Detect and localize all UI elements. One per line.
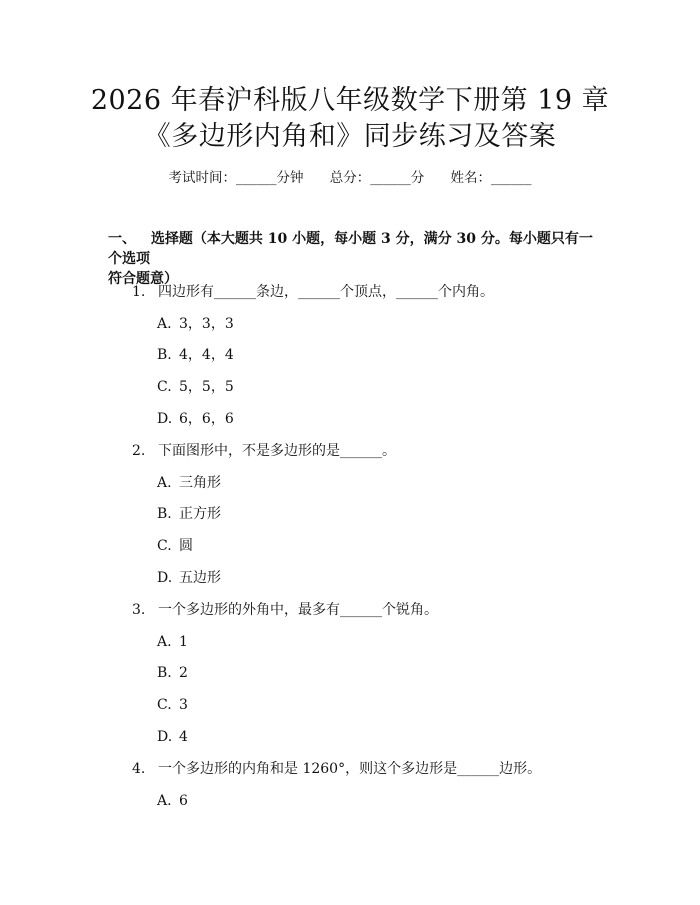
question-1-option-b (157, 346, 234, 364)
question-3-option-c (157, 696, 188, 714)
student-name-field: 姓名：______ (450, 170, 532, 186)
option-letter: C. (157, 538, 172, 554)
option-text: 2 (179, 665, 188, 681)
question-1-option-d (157, 410, 234, 428)
question-4 (132, 760, 541, 778)
total-score-field: 总分：______分 (329, 170, 425, 186)
option-letter: A. (157, 793, 172, 809)
option-letter: D. (157, 729, 173, 745)
option-text: 6 (179, 793, 188, 809)
section-heading (108, 229, 604, 289)
question-number: 1. (132, 284, 146, 300)
option-letter: B. (157, 506, 172, 522)
question-text: 四边形有______条边，______个顶点，______个内角。 (158, 284, 494, 300)
option-letter: D. (157, 570, 173, 586)
question-3 (132, 601, 438, 619)
document-title-line-2: 《多边形内角和》同步练习及答案 (143, 121, 557, 152)
option-text: 6，6，6 (179, 411, 234, 427)
option-text: 1 (179, 634, 188, 650)
exam-meta-line (0, 169, 700, 187)
question-2-option-b (157, 505, 221, 523)
question-number: 4. (132, 761, 146, 777)
option-letter: C. (157, 379, 172, 395)
question-1 (132, 283, 494, 301)
question-text: 一个多边形的外角中，最多有______个锐角。 (158, 602, 438, 618)
question-2 (132, 442, 396, 460)
question-1-option-a (157, 315, 234, 333)
question-1-option-c (157, 378, 234, 396)
question-text: 一个多边形的内角和是 1260°，则这个多边形是______边形。 (158, 761, 542, 777)
option-text: 三角形 (179, 475, 221, 491)
section-heading-line-1: 选择题（本大题共 10 小题，每小题 3 分，满分 30 分。每小题只有一个选项 (108, 231, 593, 267)
option-text: 3 (179, 697, 188, 713)
option-text: 3，3，3 (179, 316, 234, 332)
question-text: 下面图形中，不是多边形的是______。 (158, 443, 396, 459)
option-letter: A. (157, 316, 172, 332)
option-text: 圆 (179, 538, 193, 554)
section-number: 一、 (108, 231, 136, 247)
option-text: 4 (179, 729, 188, 745)
question-3-option-d (157, 728, 188, 746)
option-letter: A. (157, 475, 172, 491)
question-3-option-a (157, 633, 188, 651)
question-number: 3. (132, 602, 146, 618)
option-letter: B. (157, 665, 172, 681)
question-4-option-a (157, 792, 188, 810)
question-2-option-c (157, 537, 193, 555)
option-letter: B. (157, 347, 172, 363)
option-text: 正方形 (179, 506, 221, 522)
option-text: 五边形 (179, 570, 221, 586)
section-heading-line-2: 符合题意） (108, 271, 178, 287)
option-text: 5，5，5 (179, 379, 234, 395)
option-text: 4，4，4 (179, 347, 234, 363)
option-letter: C. (157, 697, 172, 713)
question-3-option-b (157, 664, 188, 682)
option-letter: A. (157, 634, 172, 650)
question-2-option-d (157, 569, 221, 587)
exam-time-field: 考试时间：______分钟 (168, 170, 304, 186)
option-letter: D. (157, 411, 173, 427)
question-2-option-a (157, 474, 221, 492)
document-title-line-1: 2026 年春沪科版八年级数学下册第 19 章 (90, 85, 610, 116)
question-number: 2. (132, 443, 146, 459)
